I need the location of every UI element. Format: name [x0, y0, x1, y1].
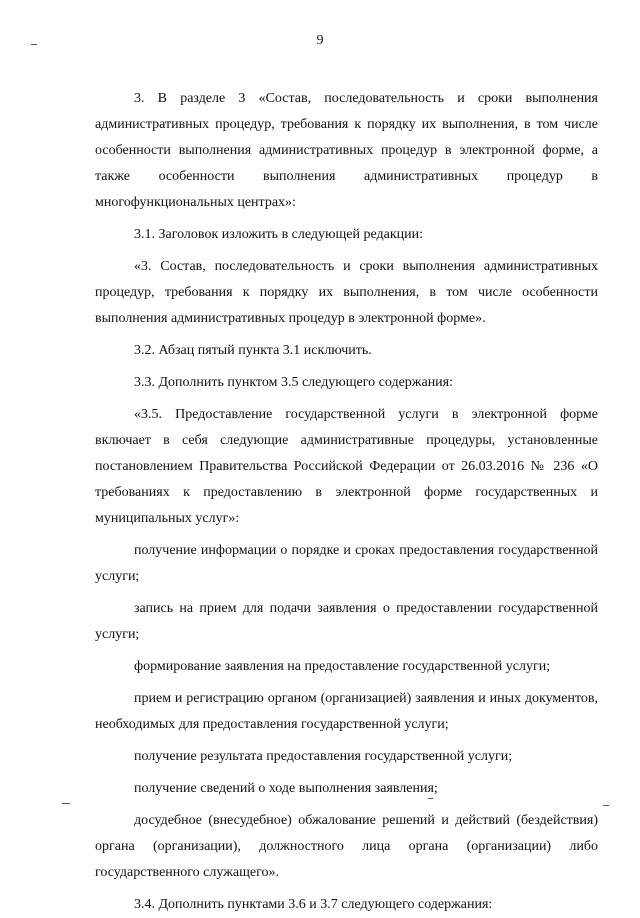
- paragraph-3-5: «3.5. Предоставление государственной услуги в электронной форме включает в себя следующие административные процедуры, установленные постановлением Правительства Российской Федерации от 26.03.2016 № 236 «О требованиях к предоставлению в электронной форме государственных и муниципальных услуг»:: [95, 407, 598, 526]
- paragraph-3-1-title: «3. Состав, последовательность и сроки выполнения административных процедур, требования к порядку их выполнения, в том числе особенности выполнения административных процедур в электронной форме».: [95, 259, 598, 326]
- paragraph-3-4: 3.4. Дополнить пунктами 3.6 и 3.7 следующего содержания:: [134, 897, 493, 912]
- document-body: [95, 86, 598, 918]
- list-item: прием и регистрацию органом (организацией) заявления и иных документов, необходимых для предоставления государственной услуги;: [95, 691, 598, 732]
- list-item: получение результата предоставления государственной услуги;: [134, 749, 513, 764]
- paragraph-3-3: 3.3. Дополнить пунктом 3.5 следующего содержания:: [134, 375, 454, 390]
- paragraph-3-1: 3.1. Заголовок изложить в следующей редакции:: [134, 227, 424, 242]
- list-item: запись на прием для подачи заявления о предоставлении государственной услуги;: [95, 601, 598, 642]
- list-item: получение информации о порядке и сроках предоставления государственной услуги;: [95, 543, 598, 584]
- paragraph-3-2: 3.2. Абзац пятый пункта 3.1 исключить.: [134, 343, 372, 358]
- paragraph-section-3: 3. В разделе 3 «Состав, последовательность и сроки выполнения административных процедур, требования к порядку их выполнения, в том числе особенности выполнения административных процедур в электронной форме, а также особенности выполнения административных процедур в многофункциональных центрах»:: [95, 91, 598, 210]
- page-number: 9: [316, 33, 324, 48]
- list-item: досудебное (внесудебное) обжалование решений и действий (бездействия) органа (организации), должностного лица органа (организации) либо государственного служащего».: [95, 813, 598, 880]
- list-item: формирование заявления на предоставление государственной услуги;: [134, 659, 551, 674]
- scan-artifact: [31, 44, 37, 45]
- scan-artifact: [62, 803, 70, 804]
- list-item: получение сведений о ходе выполнения заявления;: [134, 781, 438, 796]
- scan-artifact: [603, 805, 609, 806]
